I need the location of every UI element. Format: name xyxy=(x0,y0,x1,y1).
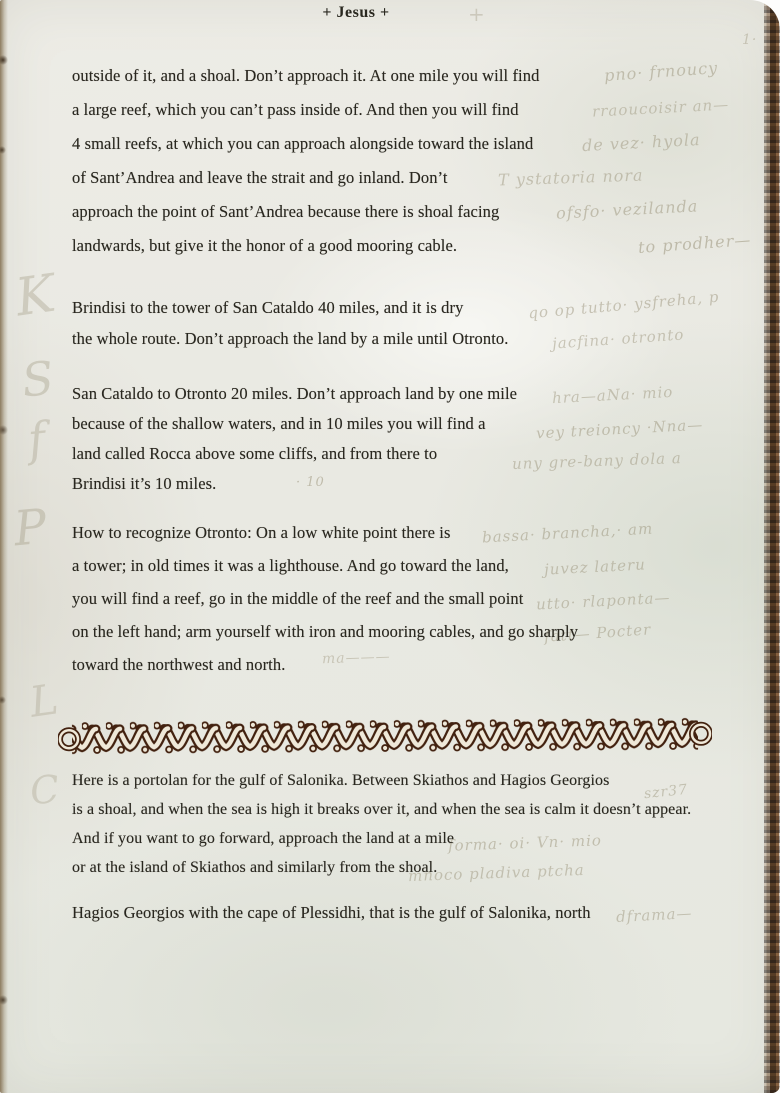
ghost-handwriting: utto· rlaponta— xyxy=(535,588,671,614)
text-line: And if you want to go forward, approach the land at a mile xyxy=(72,830,455,847)
text-line: on the left hand; arm yourself with iron and mooring cables, and go sharply xyxy=(72,622,579,641)
ghost-handwriting: juvez lateru xyxy=(543,555,647,579)
ghost-handwriting: ofsfo· vezilanda xyxy=(555,196,699,223)
braid-pattern xyxy=(72,717,698,755)
ghost-handwriting: + xyxy=(468,2,486,26)
text-line: Brindisi to the tower of San Cataldo 40 miles, and it is dry xyxy=(72,298,464,317)
paragraph xyxy=(72,766,778,882)
ghost-handwriting: P xyxy=(11,498,50,558)
ghost-handwriting: qo op tutto· ysfreha, p xyxy=(527,287,721,323)
ghost-handwriting: T ystatoria nora xyxy=(497,165,644,190)
knotwork-divider xyxy=(58,717,712,756)
ghost-handwriting: dframa— xyxy=(615,904,693,926)
ghost-handwriting: f xyxy=(25,411,49,467)
text-line: Hagios Georgios with the cape of Plessidhi, that is the gulf of Salonika, north xyxy=(72,903,591,922)
ghost-handwriting: bassa· brancha,· am xyxy=(481,519,654,547)
text-line: outside of it, and a shoal. Don’t approach it. At one mile you will find xyxy=(72,66,540,85)
text-line: Here is a portolan for the gulf of Salonika. Between Skiathos and Hagios Georgios xyxy=(72,772,610,789)
text-line: 4 small reefs, at which you can approach alongside toward the island xyxy=(72,134,534,153)
ghost-handwriting: pno· frnoucy xyxy=(603,58,719,85)
ghost-handwriting: · 10 xyxy=(296,475,325,490)
ghost-handwriting: to prodher— xyxy=(637,230,752,257)
text-line: is a shoal, and when the sea is high it breaks over it, and when the sea is calm it doesn’t appear. xyxy=(72,801,692,818)
text-line: because of the shallow waters, and in 10 miles you will find a xyxy=(72,414,486,433)
text-line: Brindisi it’s 10 miles. xyxy=(72,474,217,493)
ghost-handwriting: szr37 xyxy=(643,781,689,803)
text-line: a tower; in old times it was a lighthouse. And go toward the land, xyxy=(72,556,509,575)
ghost-handwriting: ma——— xyxy=(321,648,391,668)
ghost-handwriting: forma· oi· Vn· mio xyxy=(447,831,603,855)
ghost-handwriting: vey treioncy ·Nna— xyxy=(535,415,704,443)
ghost-handwriting: S xyxy=(19,350,58,408)
text-line: the whole route. Don’t approach the land by a mile until Otronto. xyxy=(72,329,509,348)
ghost-handwriting: K xyxy=(12,263,60,329)
page-header: + Jesus + xyxy=(322,4,390,21)
ghost-handwriting: 1· xyxy=(742,32,758,48)
ghost-handwriting: mnoco pladiva ptcha xyxy=(407,860,585,886)
text-line: a large reef, which you can’t pass inside of. And then you will find xyxy=(72,100,519,119)
paragraph xyxy=(72,292,778,354)
ghost-handwriting: de vez· hyola xyxy=(581,129,701,156)
ghost-handwriting: C xyxy=(27,766,63,814)
paragraph xyxy=(72,59,778,263)
text-line: How to recognize Otronto: On a low white point there is xyxy=(72,523,451,542)
text-line: or at the island of Skiathos and similarly from the shoal. xyxy=(72,859,438,876)
text-line: San Cataldo to Otronto 20 miles. Don’t approach land by one mile xyxy=(72,384,518,403)
ghost-handwriting: uny gre-bany dola a xyxy=(511,449,683,473)
ghost-handwriting: L xyxy=(26,674,63,727)
text-line: landwards, but give it the honor of a good mooring cable. xyxy=(72,236,458,255)
paragraph xyxy=(72,379,778,499)
ghost-handwriting: jacfina· otronto xyxy=(551,325,685,353)
text-line: of Sant’Andrea and leave the strait and go inland. Don’t xyxy=(72,168,448,187)
text-line: land called Rocca above some cliffs, and from there to xyxy=(72,444,438,463)
text-line: you will find a reef, go in the middle of the reef and the small point xyxy=(72,589,524,608)
paragraph xyxy=(72,516,778,681)
text-line: toward the northwest and north. xyxy=(72,655,286,674)
paragraph xyxy=(72,898,778,928)
ghost-handwriting: hra—aNa· mio xyxy=(551,382,674,408)
ghost-handwriting: rraoucoisir an— xyxy=(591,95,730,121)
page-left-edge xyxy=(0,0,8,1093)
text-line: approach the point of Sant’Andrea because there is shoal facing xyxy=(72,202,500,221)
ghost-handwriting: fatt— Pocter xyxy=(543,620,652,646)
page-right-edge xyxy=(764,0,780,1093)
